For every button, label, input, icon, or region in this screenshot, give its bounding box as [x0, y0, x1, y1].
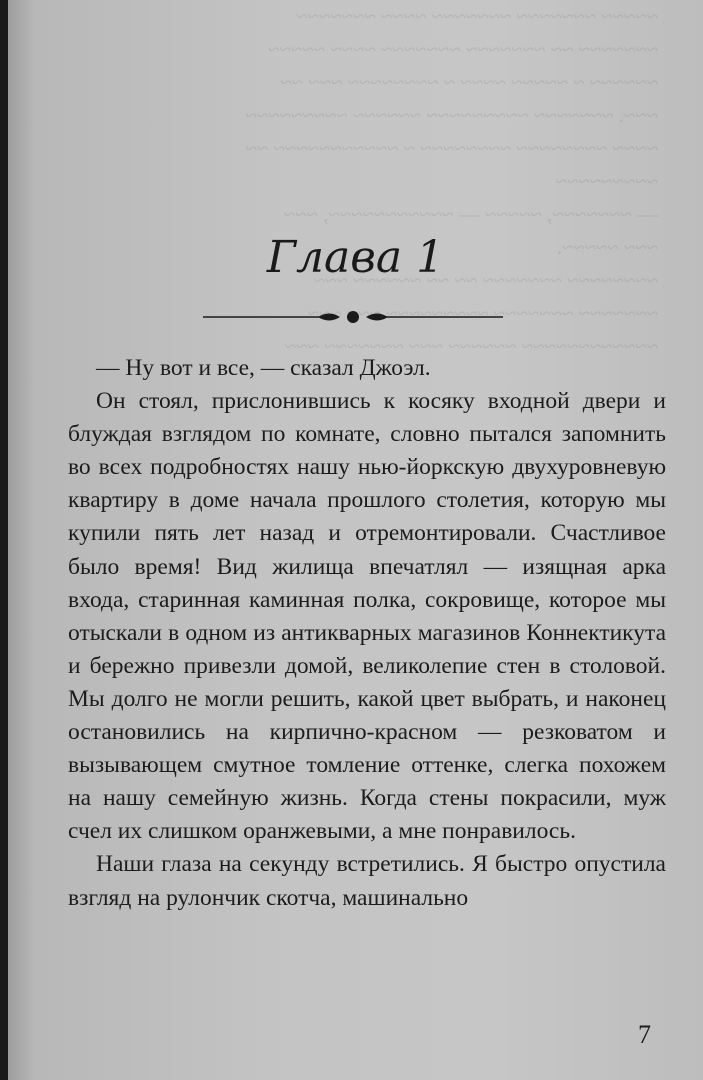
paragraph: Он стоял, прислонившись к косяку входной двери и блуждая взглядом по комнате, словно пытался запомнить во всех подробностях нашу нью-йоркскую двухуровневую квартиру в доме начала прошлого столетия, которую мы купили пять лет назад и отремонтировали. Счастливое было время! Вид жилища впечатлял — изящная арка входа, старинная каминная полка, сокровище, которое мы отыскали в одном из антикварных магазинов Коннектикута и бережно привезли домой, великолепие стен в столовой. Мы долго не могли решить, какой цвет выбрать, и наконец остановились на кирпично-красном — резковатом и вызывающем смутное томление оттенке, слегка похожем на нашу семейную жизнь. Когда стены покрасили, муж счел их слишком оранжевыми, а мне понравилось. [68, 388, 666, 845]
show-through-text: ~~~~~ ~~~~~~~ ~~~~~~~ ~~~~ ~~~~~~~ ~~~~~~~ ~~ ~~~~~~~ ~~~~~~~ ~~~~ ~~~~~ ~~~~~~ ~ ~~~~~ ~~~~ ~ ~~~~~~~~ ~~~ ~~ ~~~. ~~~~~~~ ~~~~~~~~~ ~~~~~~ ~~~~~~~~~ ~~~~ ~~~~~~~~ ~~~~~~~~ ~ ~~~~~~~~~~~ ~~ ~~~~~~~~~ — ~~~~~~~, ~~~~~ — ~~~~~~~~~~~, ~~~ ~~~ ~~~~~. ~~~~~~~~ ~~~~~~~ ~~ ~~ ~~~~~~ ~~~ ~~~~~~~ ~~~~~~~ ~~~~~~~~~ ~~~ ~~~ ~~~~~~~~~~~~ ~~~~~~ ~~~ ~~~~~~~ ~~~ [245, 4, 658, 358]
page-number: 7 [638, 1020, 651, 1049]
book-page [8, 0, 703, 1080]
chapter-body [68, 352, 666, 915]
chapter-title: Глава 1 [266, 232, 445, 283]
paragraph: — Ну вот и все, — сказал Джоэл. [96, 355, 431, 381]
paragraph: Наши глаза на секунду встретились. Я быстро опустила взгляд на рулончик скотча, машинально [68, 851, 666, 911]
ornament-divider-icon [203, 306, 503, 328]
